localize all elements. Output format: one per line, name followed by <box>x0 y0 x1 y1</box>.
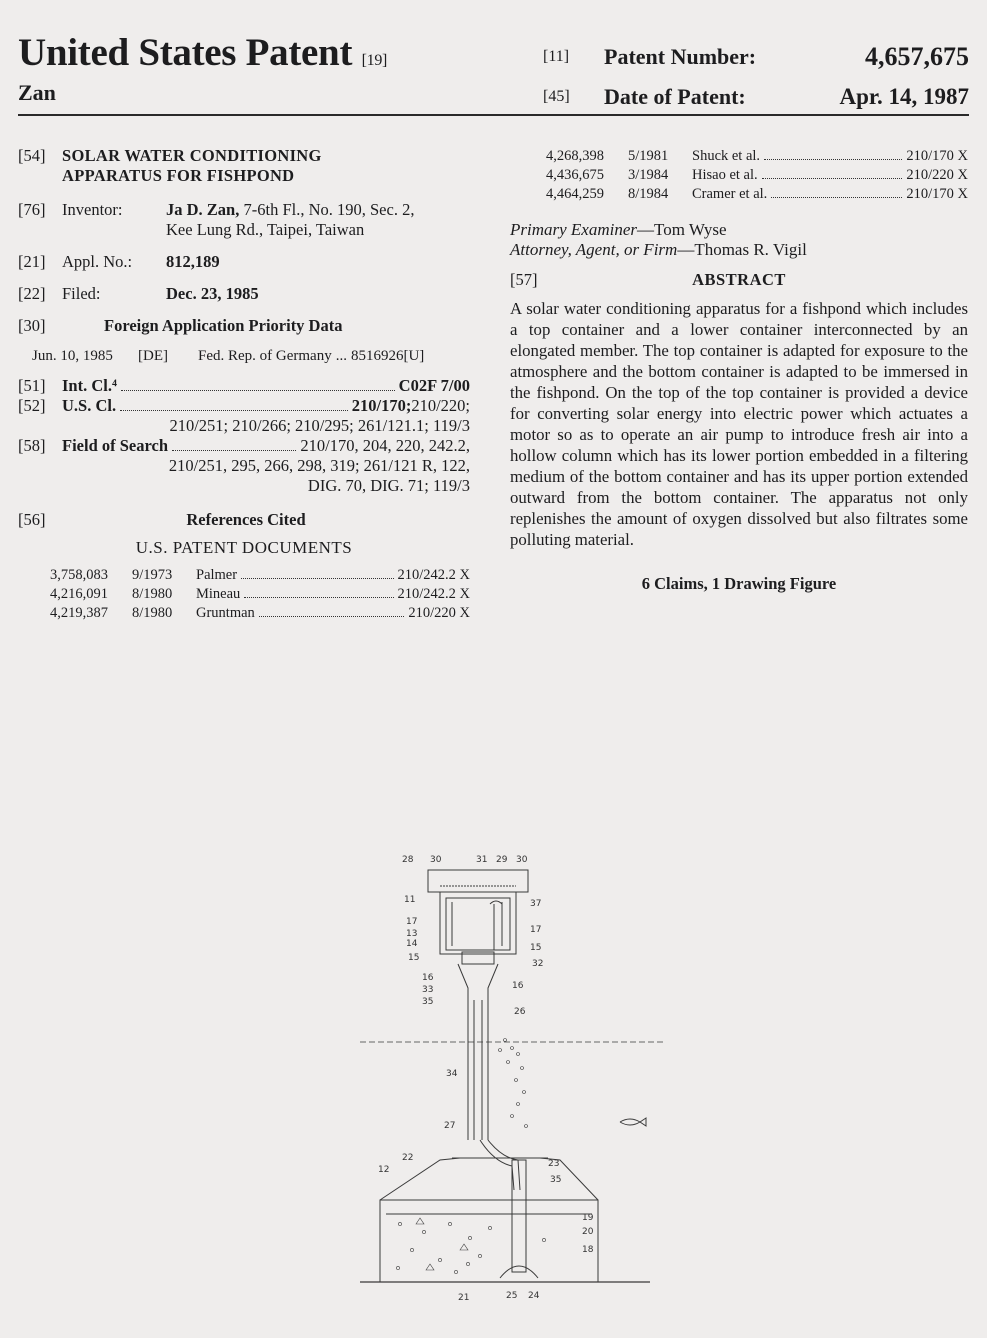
patent-number: 4,657,675 <box>865 42 969 71</box>
figure-label: 33 <box>422 985 434 995</box>
patent-number-code: [11] <box>543 48 570 65</box>
header-rule <box>18 114 969 116</box>
abstract-heading: ABSTRACT <box>692 270 786 289</box>
bottom-container-roof-left <box>380 1158 460 1200</box>
figure-label: 23 <box>548 1159 560 1169</box>
figure-label: 27 <box>444 1121 456 1131</box>
reference-row: 4,464,259 8/1984 Cramer et al. 210/170 X <box>546 186 968 202</box>
title-code: [19] <box>361 52 388 69</box>
right-references-list <box>510 147 968 204</box>
inventor-block: [76] Inventor: Ja D. Zan, 7-6th Fl., No. 190, Sec. 2, Kee Lung Rd., Taipei, Taiwan <box>18 200 415 239</box>
filed-date: Dec. 23, 1985 <box>166 284 259 303</box>
attorney: Attorney, Agent, or Firm—Thomas R. Vigil <box>510 240 807 259</box>
bottom-container <box>380 1200 598 1282</box>
figure-label: 30 <box>430 855 442 865</box>
figure-label: 17 <box>530 925 542 935</box>
figure-label: 11 <box>404 895 416 905</box>
figure-label: 21 <box>458 1293 470 1303</box>
left-references-list <box>18 566 470 623</box>
inventor-surname: Zan <box>18 80 56 105</box>
appl-number: 812,189 <box>166 252 220 271</box>
figure-label: 20 <box>582 1227 594 1237</box>
field-of-search-line2: 210/251, 295, 266, 298, 319; 261/121 R, 122, <box>168 456 470 475</box>
figure-label: 17 <box>406 917 418 927</box>
primary-examiner: Primary Examiner—Tom Wyse <box>510 220 727 239</box>
figure-label: 26 <box>514 1007 526 1017</box>
figure-label: 19 <box>582 1213 594 1223</box>
figure-label: 31 <box>476 855 488 865</box>
figure-label: 24 <box>528 1291 540 1301</box>
figure-label: 14 <box>406 939 418 949</box>
claims-count: 6 Claims, 1 Drawing Figure <box>641 574 837 593</box>
reference-row: 3,758,083 9/1973 Palmer 210/242.2 X <box>50 567 470 583</box>
reference-row: 4,219,387 8/1980 Gruntman 210/220 X <box>50 605 470 621</box>
reference-row: 4,436,675 3/1984 Hisao et al. 210/220 X <box>546 167 968 183</box>
patent-drawing-figure <box>340 840 680 1310</box>
figure-label: 30 <box>516 855 528 865</box>
date-label: Date of Patent: <box>604 84 746 109</box>
figure-label: 13 <box>406 929 418 939</box>
filed-block: [22] Filed: Dec. 23, 1985 <box>18 284 259 303</box>
inventor-address-1: 7-6th Fl., No. 190, Sec. 2, <box>239 200 415 219</box>
field-of-search-row: [58] Field of Search 210/170, 204, 220, 242.2, <box>18 436 470 455</box>
top-container <box>440 892 516 954</box>
abstract-text: A solar water conditioning apparatus for a fishpond which includes a top container and a lower container interconnected by an elongated member. The top container is adapted for exposure to the atmosphere and the bottom container is adapted to be immersed in the fishpond. On the top of the top container is provided a device for converting solar energy into electric power which actuates a motor so as to operate an air pump to introduce fresh air into a hollow column which has its lower portion embedded in a filtering medium of the bottom container and has its upper portion extended outward from the bottom container. The apparatus not only replenishes the amount of oxygen dissolved but also filtrates some polluting material. <box>510 299 968 549</box>
invention-title-line2: APPARATUS FOR FISHPOND <box>62 166 295 185</box>
inventor-name: Ja D. Zan, <box>166 200 240 219</box>
figure-label: 15 <box>530 943 542 953</box>
figure-label: 16 <box>512 981 524 991</box>
us-cl-line2: 210/251; 210/266; 210/295; 261/121.1; 119/3 <box>169 416 470 435</box>
foreign-priority-row: Jun. 10, 1985 [DE] Fed. Rep. of Germany ... 8516926[U] <box>32 348 425 364</box>
references-heading: [56] References Cited <box>18 510 306 529</box>
figure-label: 25 <box>506 1291 518 1301</box>
figure-label: 32 <box>532 959 544 969</box>
solar-panel <box>428 870 528 892</box>
figure-label: 34 <box>446 1069 458 1079</box>
figure-label: 29 <box>496 855 508 865</box>
figure-label: 35 <box>550 1175 562 1185</box>
us-cl-row: [52] U.S. Cl. 210/170; 210/220; <box>18 396 470 415</box>
int-cl-row: [51] Int. Cl.⁴ C02F 7/00 <box>18 376 470 395</box>
figure-label: 37 <box>530 899 542 909</box>
reference-row: 4,216,091 8/1980 Mineau 210/242.2 X <box>50 586 470 602</box>
figure-label: 28 <box>402 855 414 865</box>
title-block: [54] SOLAR WATER CONDITIONING APPARATUS FOR FISHPOND <box>18 146 322 185</box>
field-of-search-line3: DIG. 70, DIG. 71; 119/3 <box>307 476 470 495</box>
invention-title-line1: SOLAR WATER CONDITIONING <box>62 146 322 165</box>
figure-label: 18 <box>582 1245 594 1255</box>
foreign-priority-heading: [30] Foreign Application Priority Data <box>18 316 343 335</box>
figure-label: 35 <box>422 997 434 1007</box>
figure-label: 16 <box>422 973 434 983</box>
abstract-heading-row: [57] ABSTRACT <box>510 270 968 290</box>
appl-no-block: [21] Appl. No.: 812,189 <box>18 252 220 271</box>
patent-date: Apr. 14, 1987 <box>839 84 969 109</box>
figure-label: 15 <box>408 953 420 963</box>
figure-label: 12 <box>378 1165 390 1175</box>
figure-label: 22 <box>402 1153 414 1163</box>
left-column <box>18 146 470 623</box>
patent-office-title: United States Patent [19] <box>18 31 388 74</box>
int-cl-value: C02F 7/00 <box>398 376 470 395</box>
fish-sketch <box>620 1118 646 1126</box>
right-column <box>510 147 968 594</box>
date-code: [45] <box>543 88 570 105</box>
us-patent-documents-heading: U.S. PATENT DOCUMENTS <box>135 538 353 557</box>
inventor-address-2: Kee Lung Rd., Taipei, Taiwan <box>166 220 365 239</box>
reference-row: 4,268,398 5/1981 Shuck et al. 210/170 X <box>546 148 968 164</box>
patent-number-label: Patent Number: <box>604 44 757 69</box>
